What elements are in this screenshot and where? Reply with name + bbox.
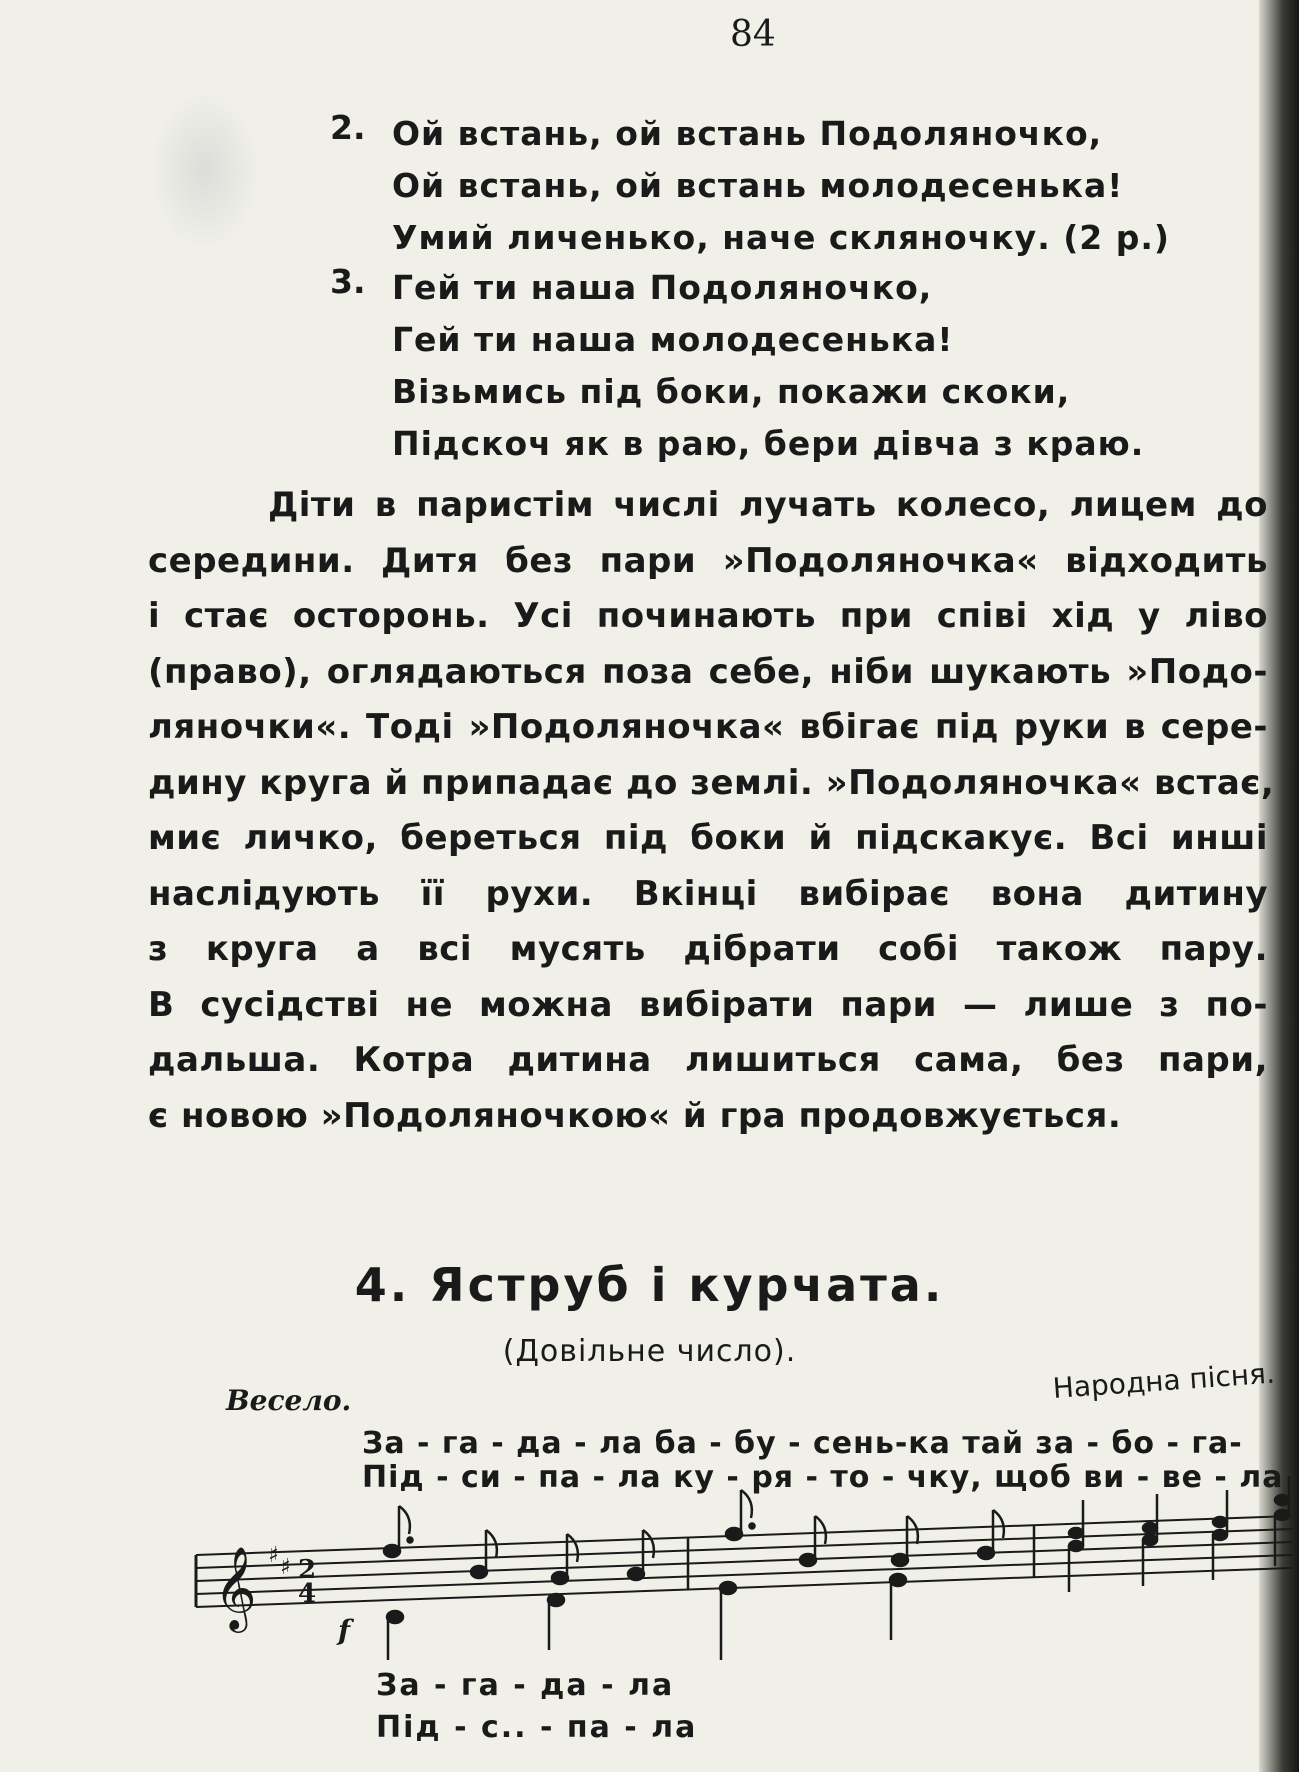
paragraph-line: середини. Дитя без пари »Подоляночка« відходить [148,540,1268,581]
song-title: 4. Яструб і курчата. [354,1258,945,1312]
lyrics-line-upper-2: Під - си - па - ла ку - ря - то - чку, щоб ви - ве - ла [362,1460,1284,1495]
paragraph-line: з круга а всі мусять дібрати собі також пару. [148,929,1268,969]
key-signature-sharp-icon: ♯ [280,1555,291,1580]
lyrics-line-upper-1: За - га - да - ла ба - бу - сень-ка тай за - бо - га- [362,1426,1243,1461]
paragraph-line: Діти в паристім числі лучать колесо, лицем до [268,485,1268,525]
verse-line: Ой встань, ой встань Подоляночко, [392,114,1103,153]
paragraph-line: і стає осторонь. Усі починають при співі хід у ліво [148,596,1268,636]
paragraph-line: ляночки«. Тоді »Подоляночка« вбігає під руки в сере- [148,707,1268,747]
lyrics-line-lower-1: За - га - да - ла [376,1668,675,1703]
lyrics-line-lower-2: Під - с.. - па - ла [376,1710,698,1745]
verse-line: Підскоч як в раю, бери дівча з краю. [392,424,1145,463]
verse-number: 2. [330,108,366,147]
paragraph-line: миє личко, береться під боки й підскакує. Всі инші [148,818,1268,858]
paragraph-line: дальша. Котра дитина лишиться сама, без пари, [148,1040,1268,1080]
verse-line: Ой встань, ой встань молодесенька! [392,166,1124,205]
dynamic-forte: f [338,1614,351,1647]
measure-2-notes [720,1490,1004,1660]
verse-line: Умий личенько, наче скляночку. (2 р.) [392,218,1170,257]
verse-number: 3. [330,262,366,301]
paragraph-line: В сусідстві не можна вибірати пари — лише з по- [148,984,1268,1025]
paragraph-line: наслідують її рухи. Вкінці вибірає вона дитину [148,873,1268,914]
verse-line: Гей ти наша молодесенька! [392,320,954,359]
tempo-marking: Весело. [226,1384,352,1417]
paragraph-line: є новою »Подоляночкою« й гра продовжується. [148,1095,1122,1136]
paragraph-line: (право), оглядаються поза себе, ніби шукають »Подо- [148,651,1268,692]
verse-line: Візьмись під боки, покажи скоки, [392,372,1071,411]
treble-clef-icon: 𝄞 [214,1545,257,1629]
paragraph-line: дину круга й припадає до землі. »Подоляночка« встає, [148,762,1275,803]
song-subtitle: (Довільне число). [502,1334,797,1369]
verse-line: Гей ти наша Подоляночко, [392,268,933,307]
key-signature-sharp-icon: ♯ [268,1543,279,1568]
song-source: Народна пісня. [1051,1356,1276,1405]
time-signature: 4 [298,1579,317,1609]
time-signature: 2 [298,1555,317,1585]
page-number: 84 [730,14,776,55]
